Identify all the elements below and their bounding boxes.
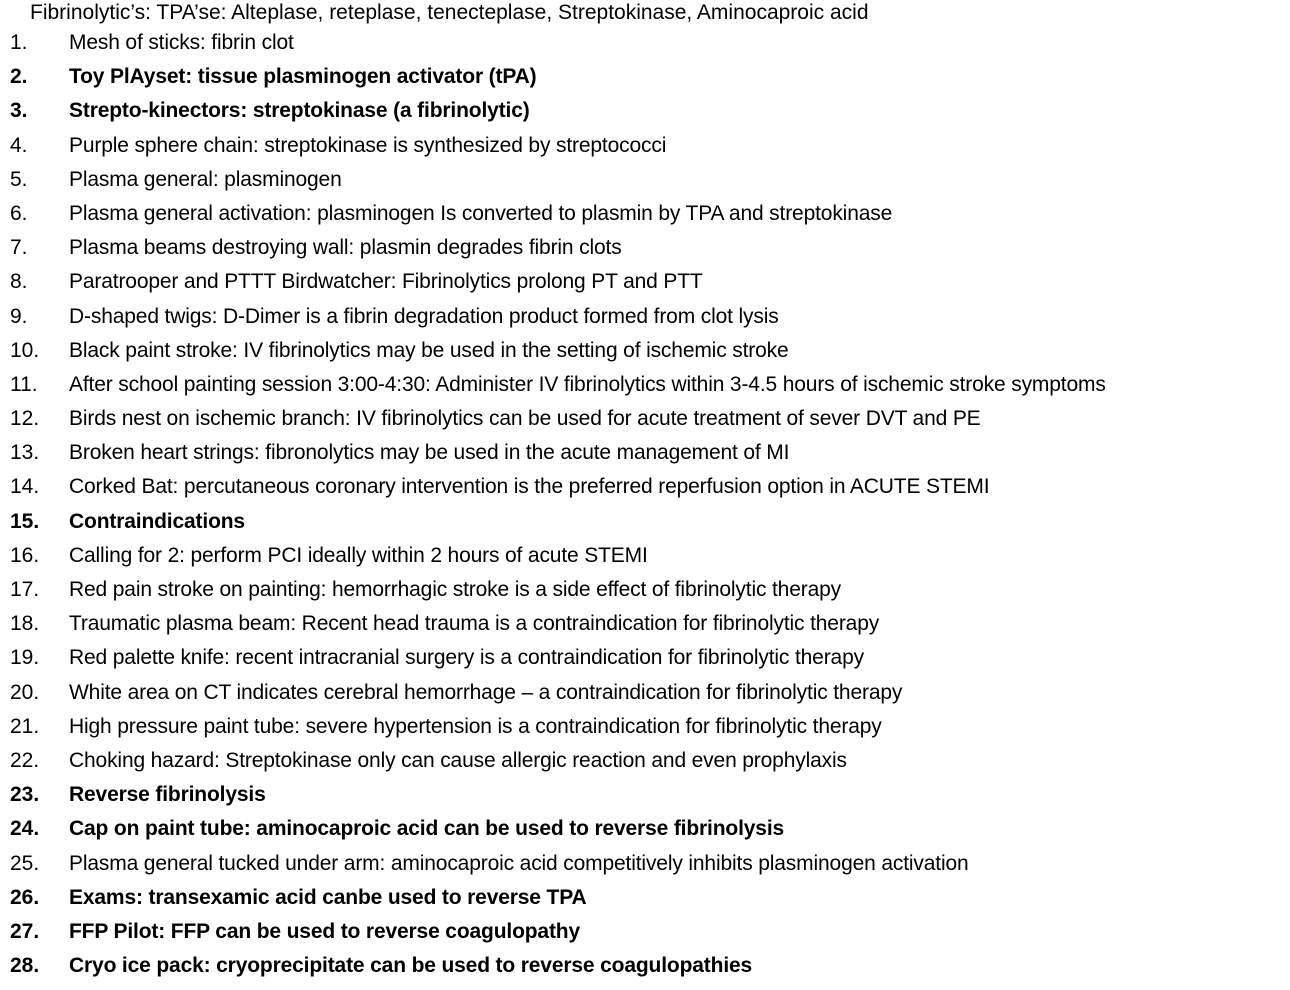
list-item-text: Toy PlAyset: tissue plasminogen activator (tPA) bbox=[69, 65, 537, 89]
list-item bbox=[0, 163, 1290, 197]
list-item bbox=[0, 129, 1290, 163]
list-item bbox=[0, 60, 1290, 94]
header-line: Fibrinolytic’s: TPA’se: Alteplase, reteplase, tenecteplase, Streptokinase, Aminocaproic acid bbox=[30, 1, 869, 24]
list-item bbox=[0, 573, 1290, 607]
list-item-text: Plasma general: plasminogen bbox=[69, 167, 342, 191]
list-item-text: Mesh of sticks: fibrin clot bbox=[69, 31, 294, 54]
list-item bbox=[0, 607, 1290, 641]
list-item-text: White area on CT indicates cerebral hemorrhage – a contraindication for fibrinolytic therapy bbox=[69, 680, 903, 704]
list-item-number: 27. bbox=[10, 919, 40, 943]
list-item bbox=[0, 676, 1290, 710]
list-item-number: 19. bbox=[10, 646, 40, 670]
numbered-list bbox=[0, 26, 1290, 983]
list-item-number: 22. bbox=[10, 748, 40, 772]
list-item-text: Purple sphere chain: streptokinase is synthesized by streptococci bbox=[69, 133, 667, 157]
list-item-text: Traumatic plasma beam: Recent head trauma is a contraindication for fibrinolytic therapy bbox=[69, 612, 880, 636]
list-item-number: 8. bbox=[10, 270, 28, 294]
list-item bbox=[0, 470, 1290, 504]
list-item bbox=[0, 94, 1290, 128]
list-item-text: Red pain stroke on painting: hemorrhagic stroke is a side effect of fibrinolytic therapy bbox=[69, 578, 841, 601]
list-item-number: 26. bbox=[10, 885, 40, 909]
list-item-text: Plasma beams destroying wall: plasmin degrades fibrin clots bbox=[69, 236, 622, 260]
list-item bbox=[0, 641, 1290, 675]
list-item-number: 5. bbox=[10, 167, 28, 191]
list-item-text: Red palette knife: recent intracranial surgery is a contraindication for fibrinolytic therapy bbox=[69, 646, 864, 670]
list-item-text: Reverse fibrinolysis bbox=[69, 783, 266, 807]
list-item-text: Cryo ice pack: cryoprecipitate can be used to reverse coagulopathies bbox=[69, 954, 753, 978]
list-item bbox=[0, 26, 1290, 60]
list-item-text: Contraindications bbox=[69, 509, 245, 533]
list-item bbox=[0, 710, 1290, 744]
list-item-number: 1. bbox=[10, 31, 28, 54]
list-item bbox=[0, 505, 1290, 539]
list-item-number: 21. bbox=[10, 714, 40, 738]
list-item-number: 2. bbox=[10, 65, 28, 89]
list-item-number: 24. bbox=[10, 817, 40, 841]
list-item-number: 17. bbox=[10, 578, 40, 601]
list-item bbox=[0, 402, 1290, 436]
list-item-text: Calling for 2: perform PCI ideally within 2 hours of acute STEMI bbox=[69, 543, 648, 567]
list-item-number: 23. bbox=[10, 783, 40, 807]
list-item bbox=[0, 197, 1290, 231]
list-item-text: Choking hazard: Streptokinase only can cause allergic reaction and even prophylaxis bbox=[69, 748, 847, 772]
list-item-text: D-shaped twigs: D-Dimer is a fibrin degradation product formed from clot lysis bbox=[69, 304, 779, 328]
list-item-text: Corked Bat: percutaneous coronary intervention is the preferred reperfusion option in ACUTE STEMI bbox=[69, 475, 990, 499]
list-item bbox=[0, 778, 1290, 812]
list-item bbox=[0, 300, 1290, 334]
list-item-text: Cap on paint tube: aminocaproic acid can be used to reverse fibrinolysis bbox=[69, 817, 785, 841]
list-item bbox=[0, 539, 1290, 573]
list-item-text: Plasma general tucked under arm: aminocaproic acid competitively inhibits plasminogen activation bbox=[69, 851, 969, 875]
list-item bbox=[0, 334, 1290, 368]
list-item-number: 4. bbox=[10, 133, 28, 157]
list-item-number: 13. bbox=[10, 441, 40, 465]
list-item-number: 28. bbox=[10, 954, 40, 978]
list-item-number: 12. bbox=[10, 407, 40, 431]
list-item-number: 3. bbox=[10, 99, 28, 123]
list-item bbox=[0, 436, 1290, 470]
list-item bbox=[0, 949, 1290, 983]
list-item-number: 16. bbox=[10, 543, 40, 567]
list-item-number: 9. bbox=[10, 304, 28, 328]
list-item-number: 18. bbox=[10, 612, 40, 636]
list-item-text: Exams: transexamic acid canbe used to reverse TPA bbox=[69, 885, 587, 909]
list-item-number: 6. bbox=[10, 201, 28, 225]
list-item bbox=[0, 231, 1290, 265]
list-item-text: High pressure paint tube: severe hypertension is a contraindication for fibrinolytic therapy bbox=[69, 714, 882, 738]
list-item bbox=[0, 881, 1290, 915]
list-item-number: 14. bbox=[10, 475, 40, 499]
list-item-number: 20. bbox=[10, 680, 40, 704]
list-item-text: Birds nest on ischemic branch: IV fibrinolytics can be used for acute treatment of sever DVT and PE bbox=[69, 407, 981, 431]
list-item-number: 11. bbox=[10, 372, 38, 396]
list-item bbox=[0, 915, 1290, 949]
list-item bbox=[0, 368, 1290, 402]
list-item-text: Broken heart strings: fibronolytics may be used in the acute management of MI bbox=[69, 441, 790, 465]
list-item-number: 10. bbox=[10, 338, 40, 362]
list-item bbox=[0, 744, 1290, 778]
list-item-number: 25. bbox=[10, 851, 40, 875]
list-item-text: Strepto-kinectors: streptokinase (a fibrinolytic) bbox=[69, 99, 530, 123]
list-item bbox=[0, 265, 1290, 299]
list-item-text: Black paint stroke: IV fibrinolytics may be used in the setting of ischemic stroke bbox=[69, 338, 789, 362]
list-item bbox=[0, 812, 1290, 846]
list-item-text: Plasma general activation: plasminogen Is converted to plasmin by TPA and streptokinase bbox=[69, 201, 893, 225]
list-item-text: Paratrooper and PTTT Birdwatcher: Fibrinolytics prolong PT and PTT bbox=[69, 270, 703, 294]
list-item-number: 7. bbox=[10, 236, 28, 260]
list-item-text: FFP Pilot: FFP can be used to reverse coagulopathy bbox=[69, 919, 581, 943]
list-item-text: After school painting session 3:00-4:30: Administer IV fibrinolytics within 3-4.5 hours of ischemic stroke symptoms bbox=[69, 372, 1106, 396]
list-item-number: 15. bbox=[10, 509, 40, 533]
list-item bbox=[0, 847, 1290, 881]
